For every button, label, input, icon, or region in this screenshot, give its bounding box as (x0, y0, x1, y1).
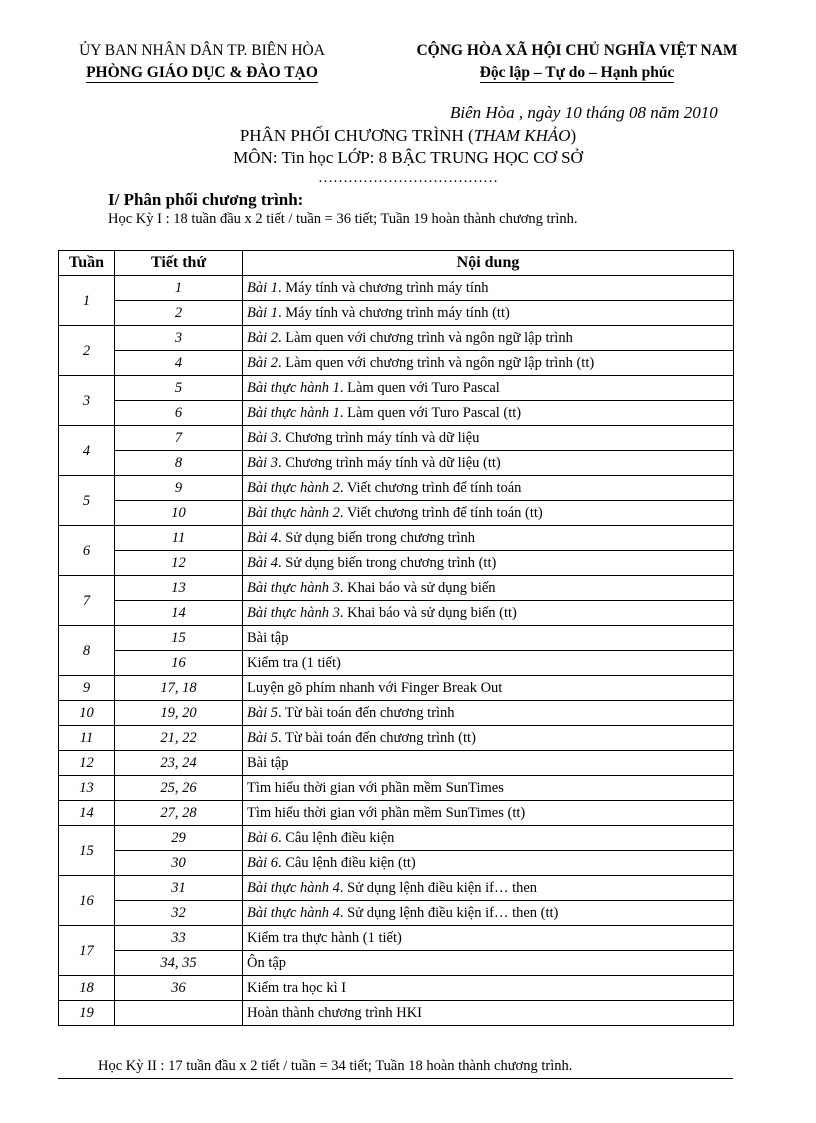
table-row (59, 801, 734, 826)
table-row (59, 701, 734, 726)
period-cell: 11 (115, 526, 243, 551)
content-cell (243, 876, 734, 901)
period-cell: 19, 20 (115, 701, 243, 726)
table-row (59, 826, 734, 851)
period-cell: 16 (115, 651, 243, 676)
content-cell (243, 676, 734, 701)
content-cell (243, 526, 734, 551)
content-cell (243, 776, 734, 801)
week-cell: 4 (59, 426, 115, 476)
lesson-text: . Máy tính và chương trình máy tính (278, 280, 489, 296)
header-period: Tiết thứ (115, 251, 243, 276)
lesson-label: Bài 2 (247, 355, 279, 371)
week-cell: 10 (59, 701, 115, 726)
content-cell (243, 301, 734, 326)
period-cell: 23, 24 (115, 751, 243, 776)
week-cell: 1 (59, 276, 115, 326)
content-cell (243, 826, 734, 851)
period-cell: 14 (115, 601, 243, 626)
table-row (59, 301, 734, 326)
lesson-text: . Khai báo và sử dụng biến (tt) (339, 605, 517, 621)
lesson-text: . Sử dụng lệnh điều kiện if… then (tt) (339, 905, 559, 921)
period-cell: 32 (115, 901, 243, 926)
content-cell (243, 951, 734, 976)
table-row (59, 951, 734, 976)
lesson-label: Bài 1 (247, 280, 279, 296)
table-row (59, 776, 734, 801)
period-cell: 12 (115, 551, 243, 576)
table-row (59, 601, 734, 626)
week-cell: 7 (59, 576, 115, 626)
bottom-rule (58, 1078, 733, 1079)
content-cell (243, 326, 734, 351)
content-cell (243, 376, 734, 401)
content-cell (243, 1001, 734, 1026)
period-cell: 4 (115, 351, 243, 376)
week-cell: 2 (59, 326, 115, 376)
title-dots: ……………………………… (318, 170, 498, 186)
table-row (59, 551, 734, 576)
table-body (59, 276, 734, 1026)
content-cell (243, 626, 734, 651)
content-cell (243, 601, 734, 626)
period-cell: 17, 18 (115, 676, 243, 701)
table-row (59, 376, 734, 401)
lesson-label: Bài thực hành 1 (247, 380, 340, 396)
lesson-text: Bài tập (247, 755, 289, 771)
table-row (59, 626, 734, 651)
lesson-text: . Máy tính và chương trình máy tính (tt) (278, 305, 510, 321)
week-cell: 6 (59, 526, 115, 576)
lesson-text: Ôn tập (247, 955, 287, 971)
lesson-text: . Viết chương trình để tính toán (339, 480, 522, 496)
content-cell (243, 851, 734, 876)
header-right (384, 40, 770, 84)
header-week: Tuần (59, 251, 115, 276)
period-cell: 13 (115, 576, 243, 601)
content-cell (243, 651, 734, 676)
table-row (59, 726, 734, 751)
lesson-text: . Chương trình máy tính và dữ liệu (278, 430, 480, 446)
date-line: Biên Hòa , ngày 10 tháng 08 năm 2010 (450, 103, 718, 122)
week-cell: 11 (59, 726, 115, 751)
lesson-label: Bài 5 (247, 730, 279, 746)
table-row (59, 526, 734, 551)
lesson-text: Kiểm tra (1 tiết) (247, 655, 341, 671)
content-cell (243, 751, 734, 776)
content-cell (243, 551, 734, 576)
lesson-label: Bài 1 (247, 305, 279, 321)
lesson-label: Bài thực hành 1 (247, 405, 340, 421)
lesson-text: Kiểm tra thực hành (1 tiết) (247, 930, 402, 946)
period-cell: 36 (115, 976, 243, 1001)
period-cell: 25, 26 (115, 776, 243, 801)
lesson-label: Bài thực hành 4 (247, 905, 340, 921)
lesson-text: . Câu lệnh điều kiện (tt) (278, 855, 416, 871)
table-row (59, 451, 734, 476)
lesson-text: . Làm quen với chương trình và ngôn ngữ lập trình (tt) (278, 355, 595, 371)
table-row (59, 651, 734, 676)
lesson-label: Bài thực hành 4 (247, 880, 340, 896)
table-row (59, 1001, 734, 1026)
lesson-label: Bài 6 (247, 855, 279, 871)
table-row (59, 576, 734, 601)
table-row (59, 876, 734, 901)
lesson-label: Bài 4 (247, 555, 279, 571)
lesson-text: . Khai báo và sử dụng biến (339, 580, 496, 596)
lesson-label: Bài 3 (247, 430, 279, 446)
table-row (59, 676, 734, 701)
table-row (59, 851, 734, 876)
week-cell: 16 (59, 876, 115, 926)
period-cell: 1 (115, 276, 243, 301)
lesson-label: Bài thực hành 3 (247, 580, 340, 596)
content-cell (243, 451, 734, 476)
content-cell (243, 476, 734, 501)
table-row (59, 401, 734, 426)
hk2-note: Học Kỳ II : 17 tuần đầu x 2 tiết / tuần = 34 tiết; Tuần 18 hoàn thành chương trình. (98, 1058, 573, 1074)
week-cell: 15 (59, 826, 115, 876)
lesson-text: Tìm hiểu thời gian với phần mềm SunTimes (tt) (247, 805, 526, 821)
table-row (59, 276, 734, 301)
table-row (59, 476, 734, 501)
lesson-text: Bài tập (247, 630, 289, 646)
hk1-note: Học Kỳ I : 18 tuần đầu x 2 tiết / tuần = 36 tiết; Tuần 19 hoàn thành chương trình. (108, 211, 578, 227)
table-row (59, 926, 734, 951)
doc-subtitle: MÔN: Tin học LỚP: 8 BẬC TRUNG HỌC CƠ SỞ (233, 148, 583, 167)
week-cell: 14 (59, 801, 115, 826)
period-cell: 21, 22 (115, 726, 243, 751)
country-name: CỘNG HÒA XÃ HỘI CHỦ NGHĨA VIỆT NAM (416, 42, 738, 59)
section-heading: I/ Phân phối chương trình: (108, 190, 304, 209)
week-cell: 13 (59, 776, 115, 801)
table-header-row (59, 251, 734, 276)
period-cell: 8 (115, 451, 243, 476)
lesson-label: Bài thực hành 2 (247, 480, 340, 496)
lesson-text: . Làm quen với Turo Pascal (tt) (339, 405, 522, 421)
content-cell (243, 901, 734, 926)
period-cell (115, 1001, 243, 1026)
period-cell: 9 (115, 476, 243, 501)
week-cell: 18 (59, 976, 115, 1001)
period-cell: 6 (115, 401, 243, 426)
lesson-text: Luyện gõ phím nhanh với Finger Break Out (247, 680, 503, 696)
lesson-text: . Làm quen với chương trình và ngôn ngữ lập trình (278, 330, 573, 346)
lesson-text: Kiểm tra học kì I (247, 980, 347, 996)
content-cell (243, 401, 734, 426)
period-cell: 27, 28 (115, 801, 243, 826)
header-content: Nội dung (243, 251, 734, 276)
period-cell: 3 (115, 326, 243, 351)
content-cell (243, 501, 734, 526)
department-name: PHÒNG GIÁO DỤC & ĐÀO TẠO (86, 64, 318, 81)
lesson-text: . Sử dụng lệnh điều kiện if… then (339, 880, 538, 896)
doc-title: PHÂN PHỐI CHƯƠNG TRÌNH (THAM KHẢO) (239, 126, 577, 145)
lesson-label: Bài 4 (247, 530, 279, 546)
week-cell: 12 (59, 751, 115, 776)
period-cell: 31 (115, 876, 243, 901)
period-cell: 2 (115, 301, 243, 326)
week-cell: 8 (59, 626, 115, 676)
lesson-text: . Từ bài toán đến chương trình (tt) (278, 730, 476, 746)
week-cell: 19 (59, 1001, 115, 1026)
lesson-text: Hoàn thành chương trình HKI (247, 1005, 422, 1021)
table-row (59, 501, 734, 526)
period-cell: 5 (115, 376, 243, 401)
week-cell: 3 (59, 376, 115, 426)
table-row (59, 751, 734, 776)
content-cell (243, 701, 734, 726)
schedule-table (58, 250, 734, 1026)
header-left (52, 40, 352, 84)
lesson-text: . Câu lệnh điều kiện (278, 830, 395, 846)
content-cell (243, 926, 734, 951)
period-cell: 34, 35 (115, 951, 243, 976)
week-cell: 17 (59, 926, 115, 976)
lesson-text: . Làm quen với Turo Pascal (339, 380, 500, 396)
table-row (59, 351, 734, 376)
lesson-label: Bài 5 (247, 705, 279, 721)
week-cell: 9 (59, 676, 115, 701)
lesson-text: . Chương trình máy tính và dữ liệu (tt) (278, 455, 501, 471)
table-row (59, 426, 734, 451)
content-cell (243, 426, 734, 451)
content-cell (243, 726, 734, 751)
content-cell (243, 976, 734, 1001)
lesson-text: . Sử dụng biến trong chương trình (tt) (278, 555, 497, 571)
period-cell: 33 (115, 926, 243, 951)
table-row (59, 326, 734, 351)
motto: Độc lập – Tự do – Hạnh phúc (479, 64, 675, 81)
week-cell: 5 (59, 476, 115, 526)
content-cell (243, 351, 734, 376)
lesson-label: Bài 3 (247, 455, 279, 471)
period-cell: 29 (115, 826, 243, 851)
lesson-text: . Sử dụng biến trong chương trình (278, 530, 475, 546)
lesson-label: Bài 2 (247, 330, 279, 346)
committee-name: ỦY BAN NHÂN DÂN TP. BIÊN HÒA (79, 42, 325, 59)
content-cell (243, 276, 734, 301)
lesson-label: Bài thực hành 2 (247, 505, 340, 521)
table-row (59, 976, 734, 1001)
lesson-label: Bài 6 (247, 830, 279, 846)
content-cell (243, 801, 734, 826)
period-cell: 10 (115, 501, 243, 526)
table-row (59, 901, 734, 926)
period-cell: 15 (115, 626, 243, 651)
lesson-text: . Viết chương trình để tính toán (tt) (339, 505, 543, 521)
content-cell (243, 576, 734, 601)
lesson-label: Bài thực hành 3 (247, 605, 340, 621)
period-cell: 7 (115, 426, 243, 451)
lesson-text: Tìm hiểu thời gian với phần mềm SunTimes (247, 780, 504, 796)
lesson-text: . Từ bài toán đến chương trình (278, 705, 455, 721)
period-cell: 30 (115, 851, 243, 876)
